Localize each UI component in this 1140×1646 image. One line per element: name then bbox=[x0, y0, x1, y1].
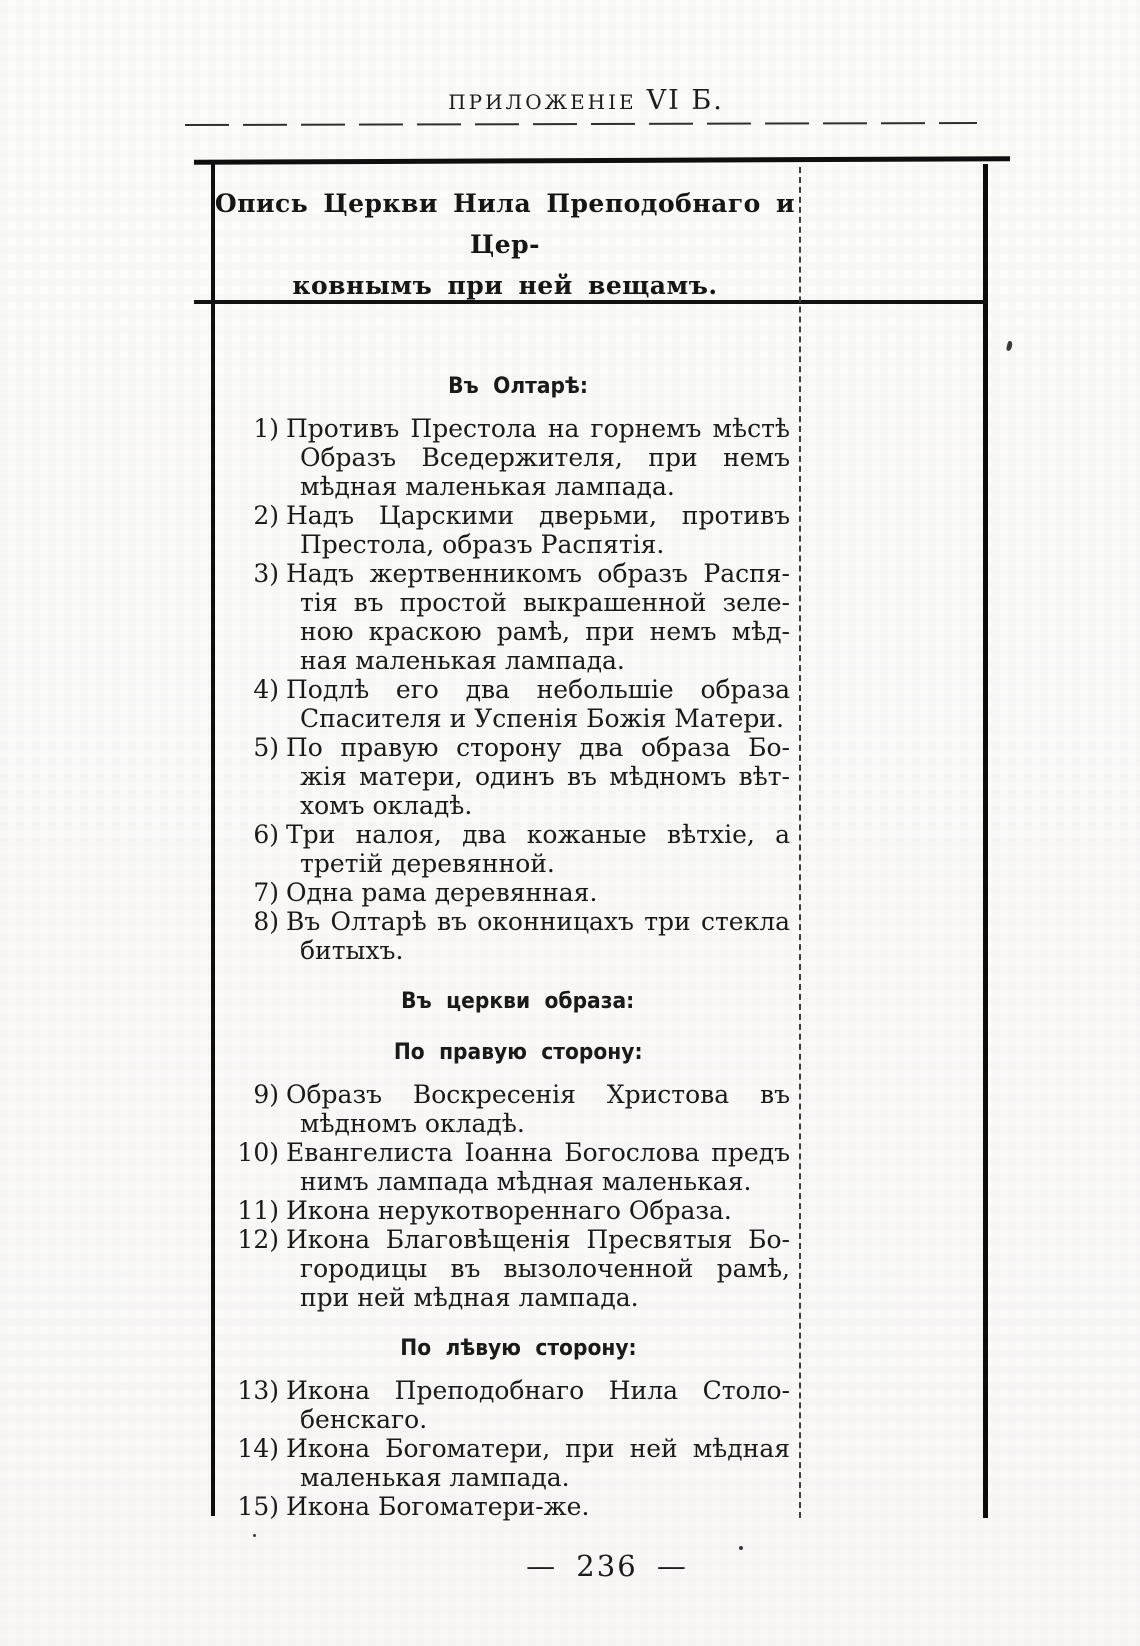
item-line: мѣдномъ окладѣ. bbox=[300, 1109, 525, 1138]
item-number: 6) bbox=[253, 820, 279, 849]
item-line: Въ Олтарѣ въ оконницахъ три стекла bbox=[286, 907, 790, 936]
item-lines bbox=[286, 1196, 790, 1225]
item-number: 10) bbox=[237, 1138, 279, 1167]
inventory-item bbox=[211, 878, 799, 907]
scan-speck bbox=[253, 1534, 256, 1537]
table-top-border bbox=[194, 156, 1010, 165]
inventory-item bbox=[211, 501, 799, 559]
item-lines bbox=[286, 1225, 790, 1312]
item-line: Престола, образъ Распятія. bbox=[300, 530, 665, 559]
item-lines bbox=[286, 414, 790, 501]
table-right-border bbox=[983, 164, 988, 1518]
item-lines bbox=[286, 559, 790, 675]
item-line: Образъ Вседержителя, при немъ bbox=[300, 443, 790, 472]
item-number: 1) bbox=[253, 414, 279, 443]
scan-speck bbox=[1006, 341, 1013, 352]
item-line: Икона нерукотвореннаго Образа. bbox=[286, 1196, 732, 1225]
item-number: 9) bbox=[253, 1080, 279, 1109]
item-line: ною краскою рамѣ, при немъ мѣд- bbox=[300, 617, 790, 646]
item-line: бенскаго. bbox=[300, 1405, 428, 1434]
item-line: мѣдная маленькая лампада. bbox=[300, 472, 675, 501]
item-line: Надъ Царскими дверьми, противъ bbox=[286, 501, 790, 530]
item-lines bbox=[286, 1138, 790, 1196]
item-line: По правую сторону два образа Бо- bbox=[286, 733, 790, 762]
section-heading-text: Въ церкви образа: bbox=[401, 989, 635, 1014]
appendix-number: VI Б. bbox=[646, 85, 724, 116]
inventory-item bbox=[211, 675, 799, 733]
section-heading bbox=[211, 372, 799, 401]
item-number: 7) bbox=[253, 878, 279, 907]
item-line: Спасителя и Успенія Божія Матери. bbox=[300, 704, 784, 733]
inventory-item bbox=[211, 1196, 799, 1225]
section-heading bbox=[211, 1334, 799, 1363]
section-heading-text: По лѣвую сторону: bbox=[399, 1336, 637, 1361]
inventory-item bbox=[211, 733, 799, 820]
item-line: битыхъ. bbox=[300, 936, 404, 965]
item-line: Надъ жертвенникомъ образъ Распя- bbox=[286, 559, 790, 588]
inventory-title-line-2: ковнымъ при ней вещамъ. bbox=[292, 271, 718, 300]
item-line: Образъ Воскресенія Христова въ bbox=[286, 1080, 790, 1109]
inventory-item bbox=[211, 1138, 799, 1196]
item-line: Икона Богоматери-же. bbox=[286, 1492, 590, 1521]
header-dashed-rule bbox=[185, 122, 977, 126]
item-line: Икона Благовѣщенія Пресвятыя Бо- bbox=[286, 1225, 790, 1254]
item-number: 4) bbox=[253, 675, 279, 704]
item-line: Три налоя, два кожаные вѣтхіе, а bbox=[286, 820, 790, 849]
item-line: Икона Преподобнаго Нила Столо- bbox=[286, 1376, 790, 1405]
item-lines bbox=[286, 675, 790, 733]
inventory-item bbox=[211, 820, 799, 878]
item-number: 2) bbox=[253, 501, 279, 530]
table-column-divider bbox=[799, 167, 801, 1518]
scan-speck bbox=[739, 1546, 743, 1550]
content-flow bbox=[211, 366, 799, 1521]
inventory-item bbox=[211, 414, 799, 501]
item-number: 11) bbox=[237, 1196, 279, 1225]
inventory-item bbox=[211, 1225, 799, 1312]
inventory-item bbox=[211, 907, 799, 965]
item-number: 13) bbox=[237, 1376, 279, 1405]
section-heading-text: По правую сторону: bbox=[393, 1040, 643, 1065]
item-lines bbox=[286, 907, 790, 965]
item-line: ная маленькая лампада. bbox=[300, 646, 625, 675]
item-line: Евангелиста Іоанна Богослова предъ bbox=[286, 1138, 790, 1167]
item-number: 5) bbox=[253, 733, 279, 762]
section-heading-text: Въ Олтарѣ: bbox=[448, 374, 588, 399]
item-line: городицы въ вызолоченной рамѣ, bbox=[300, 1254, 790, 1283]
inventory-item bbox=[211, 1492, 799, 1521]
item-line: нимъ лампада мѣдная маленькая. bbox=[300, 1167, 752, 1196]
item-line: тія въ простой выкрашенной зеле- bbox=[300, 588, 790, 617]
item-line: маленькая лампада. bbox=[300, 1463, 570, 1492]
item-lines bbox=[286, 501, 790, 559]
item-line: третій деревянной. bbox=[300, 849, 555, 878]
page-number: — 236 — bbox=[526, 1549, 688, 1583]
inventory-title-line-1: Опись Церкви Нила Преподобнаго и Цер- bbox=[214, 189, 796, 259]
item-lines bbox=[286, 733, 790, 820]
section-heading bbox=[211, 1038, 799, 1067]
section-heading bbox=[211, 987, 799, 1016]
inventory-item bbox=[211, 1376, 799, 1434]
item-lines bbox=[286, 1434, 790, 1492]
inventory-item bbox=[211, 559, 799, 675]
inventory-table-title bbox=[211, 183, 799, 306]
item-lines bbox=[286, 1492, 790, 1521]
item-lines bbox=[286, 1376, 790, 1434]
item-line: Икона Богоматери, при ней мѣдная bbox=[286, 1434, 790, 1463]
item-number: 15) bbox=[237, 1492, 279, 1521]
item-number: 14) bbox=[237, 1434, 279, 1463]
item-line: жія матери, одинъ въ мѣдномъ вѣт- bbox=[300, 762, 790, 791]
item-number: 8) bbox=[253, 907, 279, 936]
item-number: 12) bbox=[237, 1225, 279, 1254]
item-lines bbox=[286, 820, 790, 878]
item-line: Подлѣ его два небольшіе образа bbox=[286, 675, 790, 704]
item-line: хомъ окладѣ. bbox=[300, 791, 473, 820]
item-line: Одна рама деревянная. bbox=[286, 878, 598, 907]
item-lines bbox=[286, 878, 790, 907]
inventory-item bbox=[211, 1080, 799, 1138]
item-line: при ней мѣдная лампада. bbox=[300, 1283, 639, 1312]
appendix-title bbox=[206, 86, 966, 117]
item-lines bbox=[286, 1080, 790, 1138]
inventory-item bbox=[211, 1434, 799, 1492]
appendix-label: ПРИЛОЖЕНІЕ bbox=[448, 90, 637, 114]
item-number: 3) bbox=[253, 559, 279, 588]
item-line: Противъ Престола на горнемъ мѣстѣ bbox=[286, 414, 790, 443]
